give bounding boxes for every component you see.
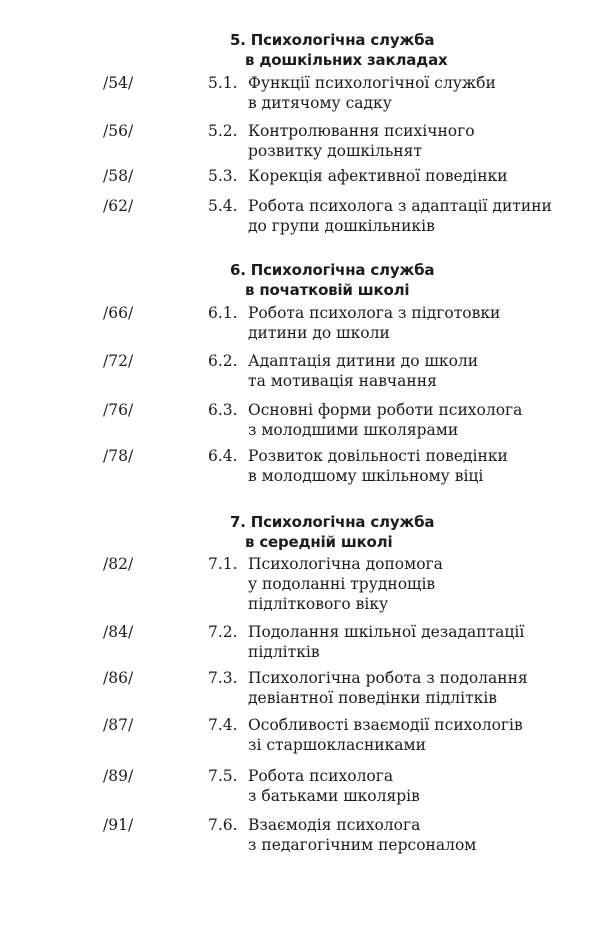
section-title-line: в дошкільних закладах: [245, 51, 448, 69]
entry-title: [248, 446, 568, 486]
entry-title: [248, 351, 568, 391]
entry-title-line: розвитку дошкільнят: [248, 142, 422, 160]
entry-title-line: Контролювання психічного: [248, 122, 475, 140]
entry-title-line: Функції психологічної служби: [248, 74, 496, 92]
entry-title-line: Основні форми роботи психолога: [248, 401, 523, 419]
entry-title: [248, 121, 568, 161]
entry-title: [248, 400, 568, 440]
entry-title: [248, 815, 568, 855]
entry-page-number: /91/: [103, 816, 134, 834]
section-heading-6: [0, 260, 600, 300]
entry-title-line: та мотивація навчання: [248, 372, 437, 390]
entry-title-line: Психологічна допомога: [248, 555, 443, 573]
entry-title-line: Робота психолога з підготовки: [248, 304, 501, 322]
entry-title-line: Робота психолога: [248, 767, 394, 785]
entry-page-number: /86/: [103, 669, 134, 687]
entry-number: 7.1.: [208, 555, 238, 573]
entry-title: [248, 766, 568, 806]
entry-title: [248, 668, 568, 708]
entry-page-number: /56/: [103, 122, 134, 140]
entry-title: [248, 622, 568, 662]
entry-title-line: Особливості взаємодії психологів: [248, 716, 523, 734]
entry-number: 5.1.: [208, 74, 238, 92]
entry-title-line: підлітків: [248, 643, 320, 661]
entry-number: 7.5.: [208, 767, 238, 785]
entry-page-number: /72/: [103, 352, 134, 370]
entry-title-line: Психологічна робота з подолання: [248, 669, 528, 687]
entry-title-line: з молодшими школярами: [248, 421, 459, 439]
entry-page-number: /66/: [103, 304, 134, 322]
entry-title-line: Взаємодія психолога: [248, 816, 421, 834]
section-title-line: 7. Психологічна служба: [230, 513, 435, 531]
entry-title-line: Адаптація дитини до школи: [248, 352, 479, 370]
section-heading-5: [0, 30, 600, 70]
section-title-line: в початковій школі: [245, 281, 410, 299]
entry-title-line: Корекція афективної поведінки: [248, 167, 508, 185]
entry-title-line: у подоланні труднощів: [248, 575, 436, 593]
entry-number: 5.4.: [208, 197, 238, 215]
entry-title-line: Робота психолога з адаптації дитини: [248, 197, 552, 215]
entry-title-line: до групи дошкільників: [248, 217, 435, 235]
entry-page-number: /89/: [103, 767, 134, 785]
entry-page-number: /62/: [103, 197, 134, 215]
section-title-line: 5. Психологічна служба: [230, 31, 435, 49]
entry-title-line: дитини до школи: [248, 324, 390, 342]
entry-title: [248, 73, 568, 113]
entry-number: 5.3.: [208, 167, 238, 185]
entry-page-number: /54/: [103, 74, 134, 92]
entry-title: [248, 715, 568, 755]
entry-number: 6.4.: [208, 447, 238, 465]
entry-number: 6.3.: [208, 401, 238, 419]
entry-number: 5.2.: [208, 122, 238, 140]
entry-page-number: /82/: [103, 555, 134, 573]
entry-page-number: /78/: [103, 447, 134, 465]
entry-title-line: з педагогічним персоналом: [248, 836, 477, 854]
entry-title: [248, 303, 568, 343]
entry-title-line: в дитячому садку: [248, 94, 392, 112]
entry-number: 7.2.: [208, 623, 238, 641]
section-title-line: 6. Психологічна служба: [230, 261, 435, 279]
entry-title: [248, 196, 568, 236]
entry-page-number: /84/: [103, 623, 134, 641]
entry-title-line: в молодшому шкільному віці: [248, 467, 484, 485]
entry-page-number: /87/: [103, 716, 134, 734]
entry-number: 6.2.: [208, 352, 238, 370]
entry-title-line: девіантної поведінки підлітків: [248, 689, 498, 707]
section-heading-7: [0, 512, 600, 552]
entry-number: 7.6.: [208, 816, 238, 834]
entry-page-number: /58/: [103, 167, 134, 185]
entry-title-line: з батьками школярів: [248, 787, 420, 805]
entry-title-line: Подолання шкільної дезадаптації: [248, 623, 525, 641]
entry-number: 7.3.: [208, 669, 238, 687]
entry-title-line: Розвиток довільності поведінки: [248, 447, 508, 465]
section-title-line: в середній школі: [245, 533, 393, 551]
entry-title: [248, 554, 568, 614]
entry-title: [248, 166, 568, 186]
entry-number: 6.1.: [208, 304, 238, 322]
entry-number: 7.4.: [208, 716, 238, 734]
entry-title-line: зі старшокласниками: [248, 736, 426, 754]
entry-title-line: підліткового віку: [248, 595, 389, 613]
entry-page-number: /76/: [103, 401, 134, 419]
